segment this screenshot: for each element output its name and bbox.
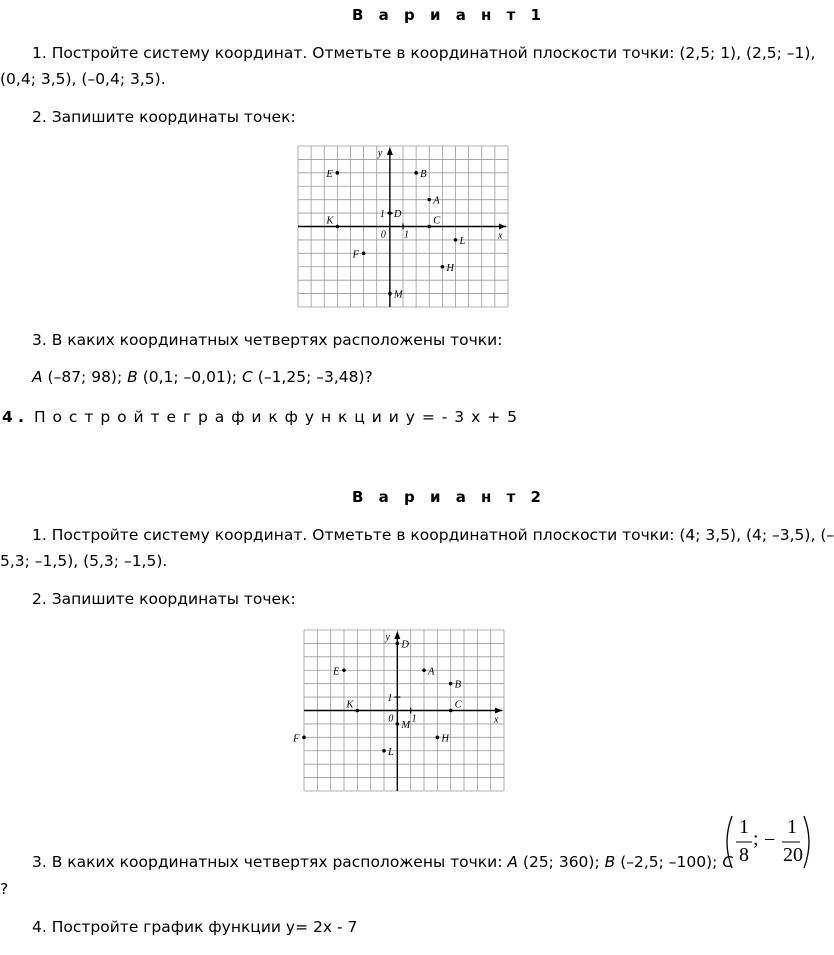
point-b-label: B (454, 679, 462, 691)
point-k-marker (356, 709, 360, 713)
v2-point-a-coords: (25; 360); (517, 853, 605, 871)
v2-y-axis-label: y (385, 632, 390, 643)
v2-point-b-name: B (604, 853, 616, 871)
point-c-label: C (454, 699, 462, 711)
point-h-marker (441, 265, 445, 269)
v1-task3: 3. В каких координатных четвертях расположены точки: (32, 331, 503, 349)
point-e-label: E (333, 666, 340, 678)
v1-task4-number: 4 . (2, 408, 25, 426)
v2-task2: 2. Запишите координаты точек: (32, 590, 296, 608)
v2-task1-line1: 1. Постройте систему координат. Отметьте в координатной плоскости точки: (4; 3,5), (4; –3,5), (– (32, 526, 834, 544)
point-d-marker (396, 642, 400, 646)
v1-x-axis-arrow (499, 224, 506, 230)
v1-point-b-coords: (0,1; –0,01); (137, 368, 243, 386)
v2-point-c-name: C (722, 853, 734, 871)
point-d-label: D (393, 209, 402, 221)
v2-point-c-fraction (720, 812, 816, 872)
fraction2-denominator: 20 (783, 844, 803, 866)
v2-task3-question-mark: ? (0, 880, 9, 898)
v1-task1-line2: (0,4; 3,5), (–0,4; 3,5). (0, 70, 166, 88)
point-b-marker (414, 171, 418, 175)
point-a-marker (427, 198, 431, 202)
point-l-label: L (459, 235, 466, 247)
v1-y-axis-label: y (377, 148, 383, 159)
fraction1-numerator: 1 (739, 816, 749, 838)
v2-origin-label: 0 (388, 713, 394, 725)
v1-point-c-coords: (–1,25; –3,48)? (252, 368, 373, 386)
v2-unit-y-label: 1 (387, 693, 393, 705)
point-k-label: K (326, 215, 334, 227)
v1-task1-line1: 1. Постройте систему координат. Отметьте в координатной плоскости точки: (2,5; 1), (2,5; –1), (32, 44, 816, 62)
v1-x-axis-label: x (498, 230, 503, 242)
point-d-label: D (401, 639, 409, 651)
point-k-marker (336, 225, 340, 229)
v1-task3-points (32, 368, 373, 386)
v2-task3-prefix: 3. В каких координатных четвертях расположены точки: (32, 853, 508, 871)
point-l-label: L (388, 746, 394, 758)
v2-task4: 4. Постройте график функции y= 2x - 7 (32, 918, 358, 936)
v1-unit-x-label: 1 (404, 229, 409, 241)
v1-origin-label: 0 (380, 229, 386, 241)
point-l-marker (382, 749, 386, 753)
v1-y-axis-arrow (387, 147, 393, 155)
v1-unit-y-label: 1 (379, 209, 385, 221)
point-b-marker (449, 682, 453, 686)
point-e-marker (342, 668, 346, 672)
point-e-label: E (326, 168, 333, 180)
v2-x-axis-arrow (495, 708, 502, 714)
point-d-marker (388, 211, 392, 215)
variant2-title: В а р и а н т 2 (352, 488, 546, 506)
point-l-marker (454, 238, 458, 242)
v2-unit-x-label: 1 (411, 713, 417, 725)
point-m-marker (388, 292, 392, 296)
point-a-label: A (433, 195, 440, 207)
point-k-label: K (346, 699, 354, 711)
fraction2-numerator: 1 (787, 816, 797, 838)
v2-coordinate-grid (293, 630, 506, 793)
point-a-label: A (428, 666, 435, 678)
point-f-label: F (293, 733, 300, 745)
point-f-marker (362, 252, 366, 256)
fraction-separator: ; (753, 828, 759, 850)
v1-point-b-name: B (127, 368, 138, 386)
v2-x-axis-label: x (494, 714, 499, 726)
point-f-marker (302, 736, 306, 740)
v1-task4 (2, 408, 518, 426)
point-m-label: M (393, 289, 403, 301)
v1-point-c-name: C (242, 368, 253, 386)
point-h-marker (436, 736, 440, 740)
point-h-label: H (441, 733, 449, 745)
point-c-marker (449, 709, 453, 713)
v1-coordinate-grid (298, 146, 510, 309)
point-b-label: B (420, 168, 427, 180)
fraction2-minus: − (764, 829, 776, 851)
point-h-label: H (446, 262, 454, 274)
point-f-label: F (352, 249, 360, 261)
point-m-marker (396, 722, 400, 726)
point-m-label: M (401, 719, 411, 731)
v2-task3 (32, 853, 733, 871)
point-c-label: C (433, 215, 441, 227)
v2-task1-line2: 5,3; –1,5), (5,3; –1,5). (0, 552, 168, 570)
point-e-marker (336, 171, 340, 175)
point-a-marker (422, 668, 426, 672)
v1-point-a-coords: (–87; 98); (42, 368, 128, 386)
variant1-title: В а р и а н т 1 (352, 6, 546, 24)
point-c-marker (427, 225, 431, 229)
v1-point-a-name: A (32, 368, 43, 386)
v2-y-axis-arrow (394, 631, 400, 639)
v1-task2: 2. Запишите координаты точек: (32, 108, 296, 126)
fraction1-denominator: 8 (739, 844, 749, 866)
v2-point-a-name: A (507, 853, 518, 871)
v1-task4-text: П о с т р о й т е г р а ф и к ф у н к ц и и y = - 3 x + 5 (33, 408, 518, 426)
v2-point-b-coords: (–2,5; –100); (615, 853, 723, 871)
